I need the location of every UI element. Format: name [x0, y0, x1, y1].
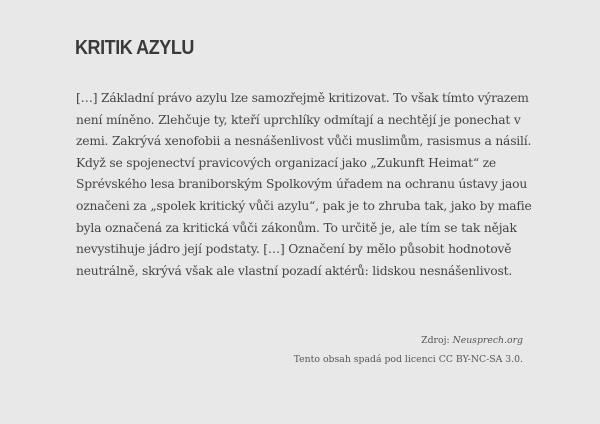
text-line: není míněno. Zlehčuje ty, kteří uprchlíky odmítají a nechtějí je ponechat v [76, 112, 521, 127]
source-block [294, 331, 523, 369]
text-line: Když se spojenectví pravicových organizací jako „Zukunft Heimat“ ze [76, 155, 496, 170]
source-name: Neusprech.org [452, 335, 523, 346]
text-line: zemi. Zakrývá xenofobii a nesnášenlivost vůči muslimům, rasismus a násilí. [76, 134, 532, 149]
text-line: Sprévského lesa braniborským Spolkovým úřadem na ochranu ústavy jaou [76, 177, 528, 192]
article-body [76, 88, 532, 282]
text-line: neutrálně, skrývá však ale vlastní pozadí aktérů: lidskou nesnášenlivost. [76, 263, 513, 278]
source-line [294, 331, 523, 350]
page-title: KRITIK AZYLU [75, 37, 194, 59]
text-line: nevystihuje jádro její podstaty. […] Označení by mělo působit hodnotově [76, 242, 512, 257]
text-line: […] Základní právo azylu lze samozřejmě kritizovat. To však tímto výrazem [76, 91, 529, 105]
source-label: Zdroj: [421, 335, 453, 346]
text-line: byla označená za kritická vůči zákonům. To určitě je, ale tím se tak nějak [76, 220, 517, 235]
license-line: Tento obsah spadá pod licenci CC BY-NC-SA 3.0. [293, 354, 523, 365]
text-line: označeni za „spolek kritický vůči azylu“, pak je to zhruba tak, jako by mafie [76, 198, 532, 213]
